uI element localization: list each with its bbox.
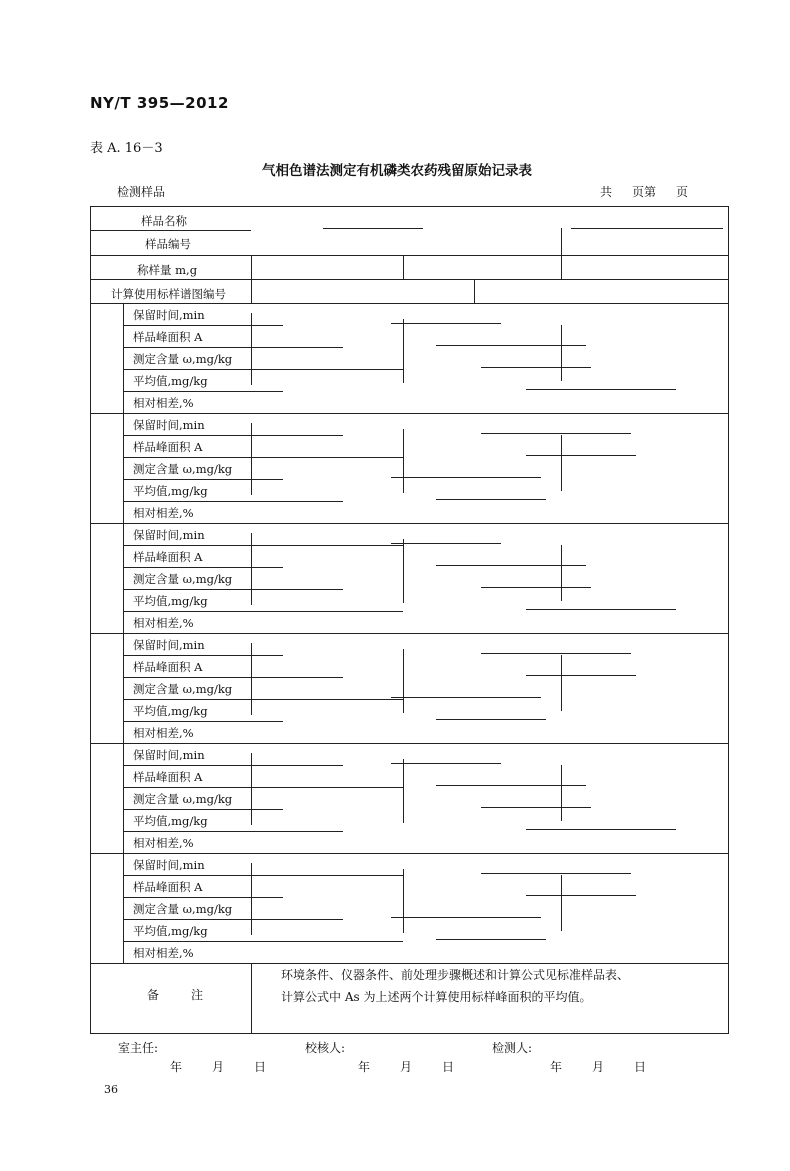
year-label: 年 bbox=[550, 1060, 563, 1074]
month-label: 月 bbox=[400, 1060, 413, 1074]
group-row-label: 相对相差,% bbox=[133, 726, 194, 740]
group-row-label: 平均值,mg/kg bbox=[133, 924, 208, 938]
page-title: 气相色谱法测定有机磷类农药残留原始记录表 bbox=[262, 163, 532, 179]
group-row-label: 保留时间,min bbox=[133, 528, 205, 542]
remarks-label bbox=[147, 986, 235, 1003]
table-number: 表 A. 16－3 bbox=[90, 141, 163, 156]
group-row-label: 保留时间,min bbox=[133, 418, 205, 432]
checker-label: 校核人: bbox=[305, 1041, 346, 1055]
remarks-char-2: 注 bbox=[191, 988, 204, 1002]
tester-label: 检测人: bbox=[492, 1041, 533, 1055]
group-row-label: 平均值,mg/kg bbox=[133, 814, 208, 828]
group-row-label: 测定含量 ω,mg/kg bbox=[133, 682, 233, 696]
year-label: 年 bbox=[170, 1060, 183, 1074]
group-row-label: 测定含量 ω,mg/kg bbox=[133, 352, 233, 366]
group-row-label: 平均值,mg/kg bbox=[133, 594, 208, 608]
group-row-label: 样品峰面积 A bbox=[133, 660, 203, 674]
group-row-label: 相对相差,% bbox=[133, 616, 194, 630]
group-row-label: 相对相差,% bbox=[133, 396, 194, 410]
standard-number: NY/T 395—2012 bbox=[90, 94, 229, 112]
day-label: 日 bbox=[442, 1060, 455, 1074]
director-date bbox=[170, 1058, 296, 1075]
day-label: 日 bbox=[634, 1060, 647, 1074]
sample-label: 检测样品 bbox=[117, 185, 166, 199]
group-row-label: 保留时间,min bbox=[133, 748, 205, 762]
group-row-label: 样品峰面积 A bbox=[133, 440, 203, 454]
page-counter bbox=[600, 183, 708, 200]
group-row-label: 样品峰面积 A bbox=[133, 880, 203, 894]
group-row-label: 平均值,mg/kg bbox=[133, 484, 208, 498]
row-label-sample-id: 样品编号 bbox=[145, 237, 191, 251]
group-row-label: 测定含量 ω,mg/kg bbox=[133, 462, 233, 476]
group-row-label: 样品峰面积 A bbox=[133, 330, 203, 344]
group-row-label: 样品峰面积 A bbox=[133, 770, 203, 784]
row-label-standard-chart-id: 计算使用标样谱图编号 bbox=[111, 287, 226, 301]
group-row-label: 相对相差,% bbox=[133, 506, 194, 520]
group-row-label: 平均值,mg/kg bbox=[133, 374, 208, 388]
group-row-label: 测定含量 ω,mg/kg bbox=[133, 902, 233, 916]
group-row-label: 相对相差,% bbox=[133, 836, 194, 850]
group-row-label: 样品峰面积 A bbox=[133, 550, 203, 564]
row-label-sample-mass: 称样量 m,g bbox=[137, 263, 198, 277]
group-row-label: 测定含量 ω,mg/kg bbox=[133, 572, 233, 586]
record-table bbox=[90, 206, 729, 1034]
checker-date bbox=[358, 1058, 484, 1075]
group-row-label: 保留时间,min bbox=[133, 638, 205, 652]
page-number: 36 bbox=[104, 1083, 118, 1096]
group-row-label: 平均值,mg/kg bbox=[133, 704, 208, 718]
remarks-line-1: 环境条件、仪器条件、前处理步骤概述和计算公式见标准样品表、 bbox=[281, 968, 630, 982]
year-label: 年 bbox=[358, 1060, 371, 1074]
director-label: 室主任: bbox=[118, 1041, 159, 1055]
remarks-char-1: 备 bbox=[147, 988, 160, 1002]
row-label-sample-name: 样品名称 bbox=[141, 214, 187, 228]
tester-date bbox=[550, 1058, 676, 1075]
day-label: 日 bbox=[254, 1060, 267, 1074]
page-total-label: 共 bbox=[600, 185, 613, 199]
group-row-label: 保留时间,min bbox=[133, 858, 205, 872]
month-label: 月 bbox=[592, 1060, 605, 1074]
group-row-label: 相对相差,% bbox=[133, 946, 194, 960]
remarks-text bbox=[281, 964, 629, 1008]
group-row-label: 测定含量 ω,mg/kg bbox=[133, 792, 233, 806]
page-unit-label: 页 bbox=[676, 185, 689, 199]
month-label: 月 bbox=[212, 1060, 225, 1074]
page-current-label: 页第 bbox=[632, 185, 657, 199]
remarks-line-2: 计算公式中 As 为上述两个计算使用标样峰面积的平均值。 bbox=[281, 990, 592, 1004]
group-row-label: 保留时间,min bbox=[133, 308, 205, 322]
